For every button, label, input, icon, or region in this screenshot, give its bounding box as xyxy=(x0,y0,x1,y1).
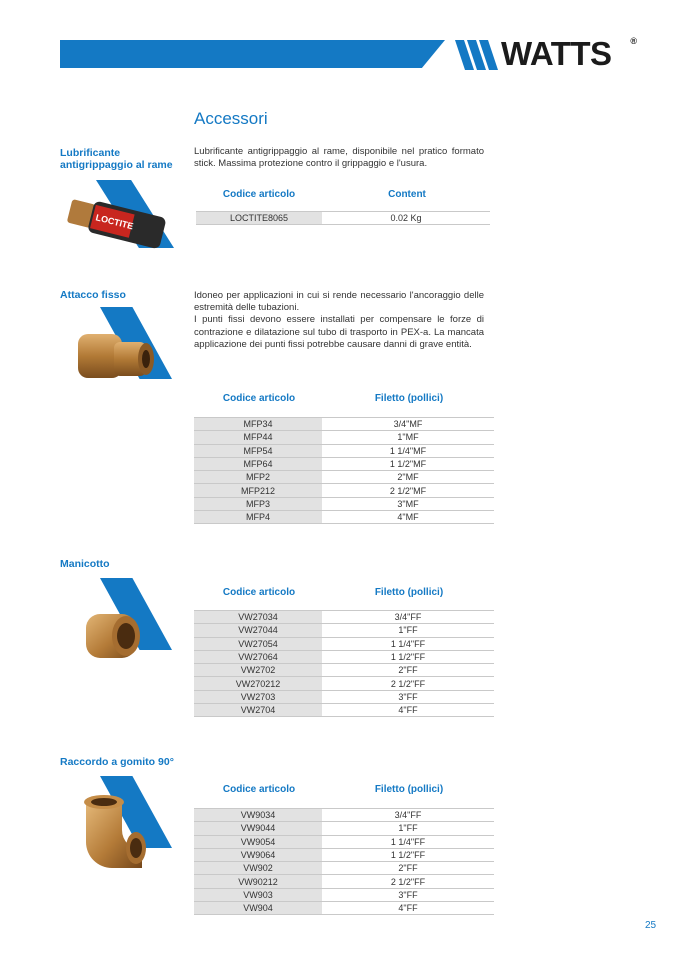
col-header-code: Codice articolo xyxy=(222,189,296,200)
table-row xyxy=(194,690,494,703)
table-row xyxy=(194,848,494,861)
cell-value: 2 1/2"FF xyxy=(322,677,494,690)
cell-value: 1"MF xyxy=(322,431,494,444)
table-row xyxy=(194,888,494,901)
table-row xyxy=(194,471,494,484)
cell-value: 4"FF xyxy=(322,902,494,915)
cell-value: 3"MF xyxy=(322,497,494,510)
col-header-code: Codice articolo xyxy=(222,784,296,795)
table-row xyxy=(196,212,490,225)
fixed-table xyxy=(194,417,494,524)
cell-value: 3"FF xyxy=(322,690,494,703)
cell-value: 4"MF xyxy=(322,511,494,524)
cell-value: 2 1/2"FF xyxy=(322,875,494,888)
cell-code: LOCTITE8065 xyxy=(196,212,322,225)
section-label-fixed: Attacco fisso xyxy=(60,289,126,301)
lubricant-description: Lubrificante antigrippaggio al rame, disponibile nel pratico formato stick. Massima protezione contro il grippaggio e l'usura. xyxy=(194,146,484,170)
cell-code: MFP4 xyxy=(194,511,322,524)
table-row xyxy=(194,875,494,888)
cell-code: VW9064 xyxy=(194,848,322,861)
table-row xyxy=(194,484,494,497)
loctite-label: LOCTITE xyxy=(94,212,135,232)
cell-code: MFP54 xyxy=(194,444,322,457)
section-label-elbow: Raccordo a gomito 90° xyxy=(60,756,174,768)
elbow-table xyxy=(194,808,494,915)
cell-code: VW9034 xyxy=(194,809,322,822)
cell-value: 1 1/4"MF xyxy=(322,444,494,457)
brand-name: WATTS xyxy=(501,35,612,72)
cell-code: VW2702 xyxy=(194,664,322,677)
section-label-sleeve: Manicotto xyxy=(60,558,110,570)
col-header-code: Codice articolo xyxy=(222,587,296,598)
table-row xyxy=(194,704,494,717)
col-header-thread: Filetto (pollici) xyxy=(374,784,444,795)
cell-code: VW2703 xyxy=(194,690,322,703)
cell-value: 3/4"MF xyxy=(322,418,494,431)
cell-code: VW9044 xyxy=(194,822,322,835)
cell-code: VW27054 xyxy=(194,637,322,650)
table-row xyxy=(194,457,494,470)
cell-value: 3/4"FF xyxy=(322,611,494,624)
table-row xyxy=(194,418,494,431)
cell-code: VW27044 xyxy=(194,624,322,637)
table-row xyxy=(194,611,494,624)
fixed-description xyxy=(194,290,484,351)
table-row xyxy=(194,809,494,822)
table-row xyxy=(194,497,494,510)
cell-value: 4"FF xyxy=(322,704,494,717)
cell-value: 1 1/4"FF xyxy=(322,637,494,650)
cell-value: 1 1/4"FF xyxy=(322,835,494,848)
cell-value: 2"MF xyxy=(322,471,494,484)
cell-value: 1 1/2"MF xyxy=(322,457,494,470)
col-header-thread: Filetto (pollici) xyxy=(374,587,444,598)
table-row xyxy=(194,664,494,677)
table-row xyxy=(194,431,494,444)
col-header-thread: Filetto (pollici) xyxy=(374,393,444,404)
lubricant-table xyxy=(196,211,490,225)
cell-code: MFP2 xyxy=(194,471,322,484)
cell-code: MFP64 xyxy=(194,457,322,470)
fixed-fitting-image xyxy=(70,320,160,390)
cell-value: 1 1/2"FF xyxy=(322,650,494,663)
sleeve-fitting-image xyxy=(80,604,150,664)
cell-code: VW270212 xyxy=(194,677,322,690)
cell-code: VW903 xyxy=(194,888,322,901)
cell-code: MFP212 xyxy=(194,484,322,497)
cell-code: VW2704 xyxy=(194,704,322,717)
page-number: 25 xyxy=(645,920,657,931)
cell-value: 3/4"FF xyxy=(322,809,494,822)
cell-code: VW90212 xyxy=(194,875,322,888)
cell-value: 1"FF xyxy=(322,822,494,835)
table-row xyxy=(194,902,494,915)
loctite-stick-image xyxy=(60,188,170,258)
header-bar xyxy=(60,40,445,68)
cell-code: VW27034 xyxy=(194,611,322,624)
table-row xyxy=(194,835,494,848)
cell-value: 2 1/2"MF xyxy=(322,484,494,497)
cell-code: VW27064 xyxy=(194,650,322,663)
table-row xyxy=(194,624,494,637)
registered-mark: ® xyxy=(630,36,637,46)
cell-value: 2"FF xyxy=(322,862,494,875)
table-row xyxy=(194,444,494,457)
table-row xyxy=(194,677,494,690)
sleeve-table xyxy=(194,610,494,717)
table-row xyxy=(194,650,494,663)
table-row xyxy=(194,637,494,650)
table-row xyxy=(194,511,494,524)
section-label-lubricant: Lubrificante antigrippaggio al rame xyxy=(60,147,173,171)
col-header-code: Codice articolo xyxy=(222,393,296,404)
table-row xyxy=(194,862,494,875)
cell-value: 2"FF xyxy=(322,664,494,677)
cell-value: 1 1/2"FF xyxy=(322,848,494,861)
cell-code: VW9054 xyxy=(194,835,322,848)
table-row xyxy=(194,822,494,835)
cell-value: 3"FF xyxy=(322,888,494,901)
cell-code: MFP3 xyxy=(194,497,322,510)
cell-code: VW902 xyxy=(194,862,322,875)
cell-code: MFP44 xyxy=(194,431,322,444)
cell-code: MFP34 xyxy=(194,418,322,431)
fixed-description-line: Idoneo per applicazioni in cui si rende necessario l'ancoraggio delle estremità delle tubazioni. xyxy=(194,290,484,314)
elbow-fitting-image xyxy=(76,792,156,872)
watts-logo xyxy=(455,35,637,72)
cell-value: 1"FF xyxy=(322,624,494,637)
cell-value: 0.02 Kg xyxy=(322,212,490,225)
col-header-content: Content xyxy=(388,189,426,200)
page-title: Accessori xyxy=(194,109,268,128)
cell-code: VW904 xyxy=(194,902,322,915)
fixed-description-line: I punti fissi devono essere installati per compensare le forze di contrazione e dilatazione sul tubo di trasporto in PEX-a. La mancata applicazione dei punti fissi potrebbe causare danni di grave entità. xyxy=(194,314,484,350)
